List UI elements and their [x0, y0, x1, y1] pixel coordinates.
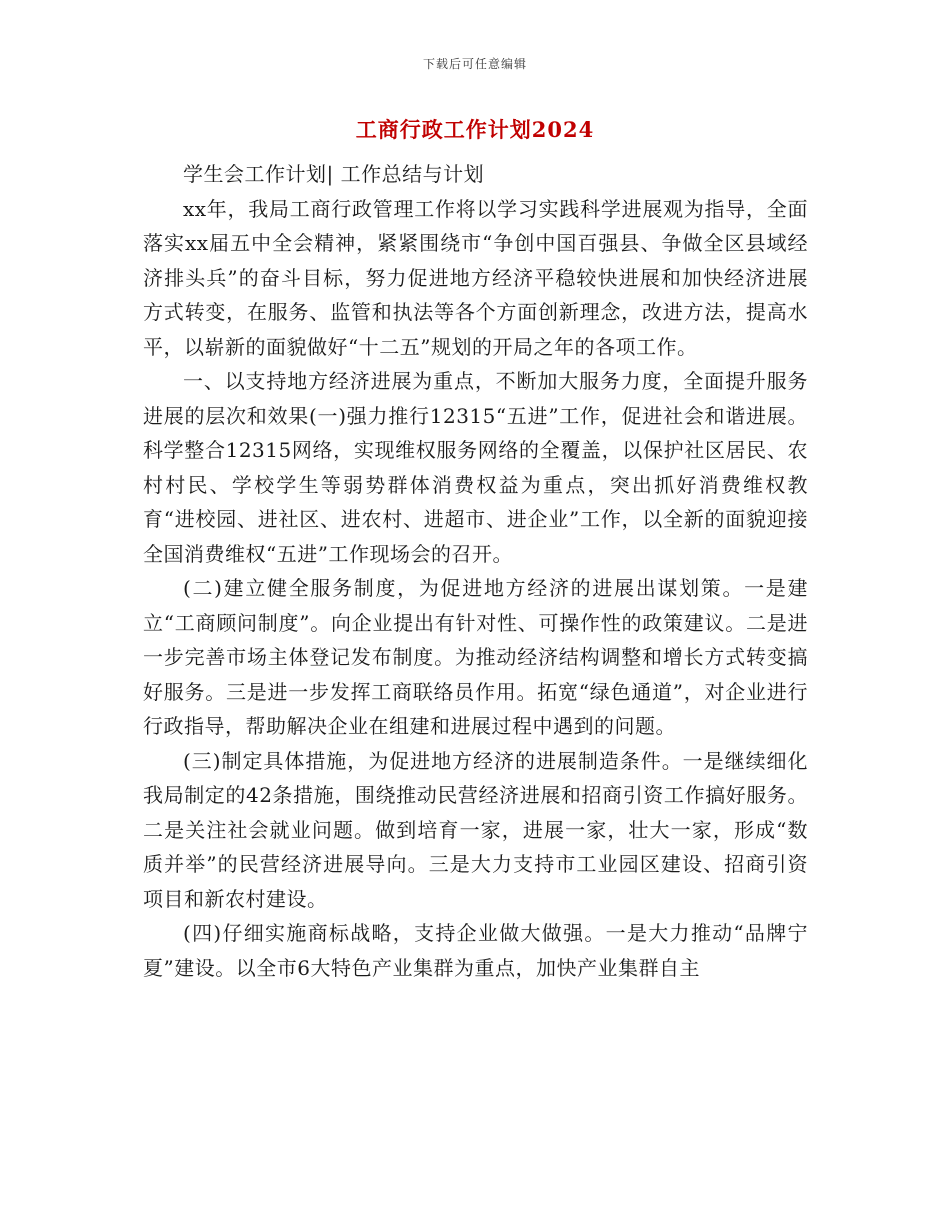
paragraph-section-1: 一、以支持地方经济进展为重点，不断加大服务力度，全面提升服务进展的层次和效果(一)强力推行12315“五进”工作，促进社会和谐进展。科学整合12315网络，实现维权服务网络的全覆盖，以保护社区居民、农村村民、学校学生等弱势群体消费权益为重点，突出抓好消费维权教育“进校园、进社区、进农村、进超市、进企业”工作，以全新的面貌迎接全国消费维权“五进”工作现场会的召开。	[143, 369, 808, 566]
paragraph-section-2: (二)建立健全服务制度，为促进地方经济的进展出谋划策。一是建立“工商顾问制度”。向企业提出有针对性、可操作性的政策建议。二是进一步完善市场主体登记发布制度。为推动经济结构调整和增长方式转变搞好服务。三是进一步发挥工商联络员作用。拓宽“绿色通道”，对企业进行行政指导，帮助解决企业在组建和进展过程中遇到的问题。	[143, 576, 808, 738]
header-note: 下载后可任意编辑	[422, 57, 527, 71]
paragraph-section-3: (三)制定具体措施，为促进地方经济的进展制造条件。一是继续细化我局制定的42条措施，围绕推动民营经济进展和招商引资工作搞好服务。二是关注社会就业问题。做到培育一家，进展一家，壮大一家，形成“数质并举”的民营经济进展导向。三是大力支持市工业园区建设、招商引资项目和新农村建设。	[143, 748, 808, 911]
paragraph-section-4: (四)仔细实施商标战略，支持企业做大做强。一是大力推动“品牌宁夏”建设。以全市6大特色产业集群为重点，加快产业集群自主	[143, 921, 808, 980]
document-title: 工商行政工作计划2024	[355, 117, 595, 142]
document-body	[143, 157, 808, 985]
paragraph-intro: xx年，我局工商行政管理工作将以学习实践科学进展观为指导，全面落实xx届五中全会精神，紧紧围绕市“争创中国百强县、争做全区县域经济排头兵”的奋斗目标，努力促进地方经济平稳较快进展和加快经济进展方式转变，在服务、监管和执法等各个方面创新理念，改进方法，提高水平，以崭新的面貌做好“十二五”规划的开局之年的各项工作。	[143, 196, 808, 359]
subtitle-line: 学生会工作计划| 工作总结与计划	[183, 162, 485, 186]
